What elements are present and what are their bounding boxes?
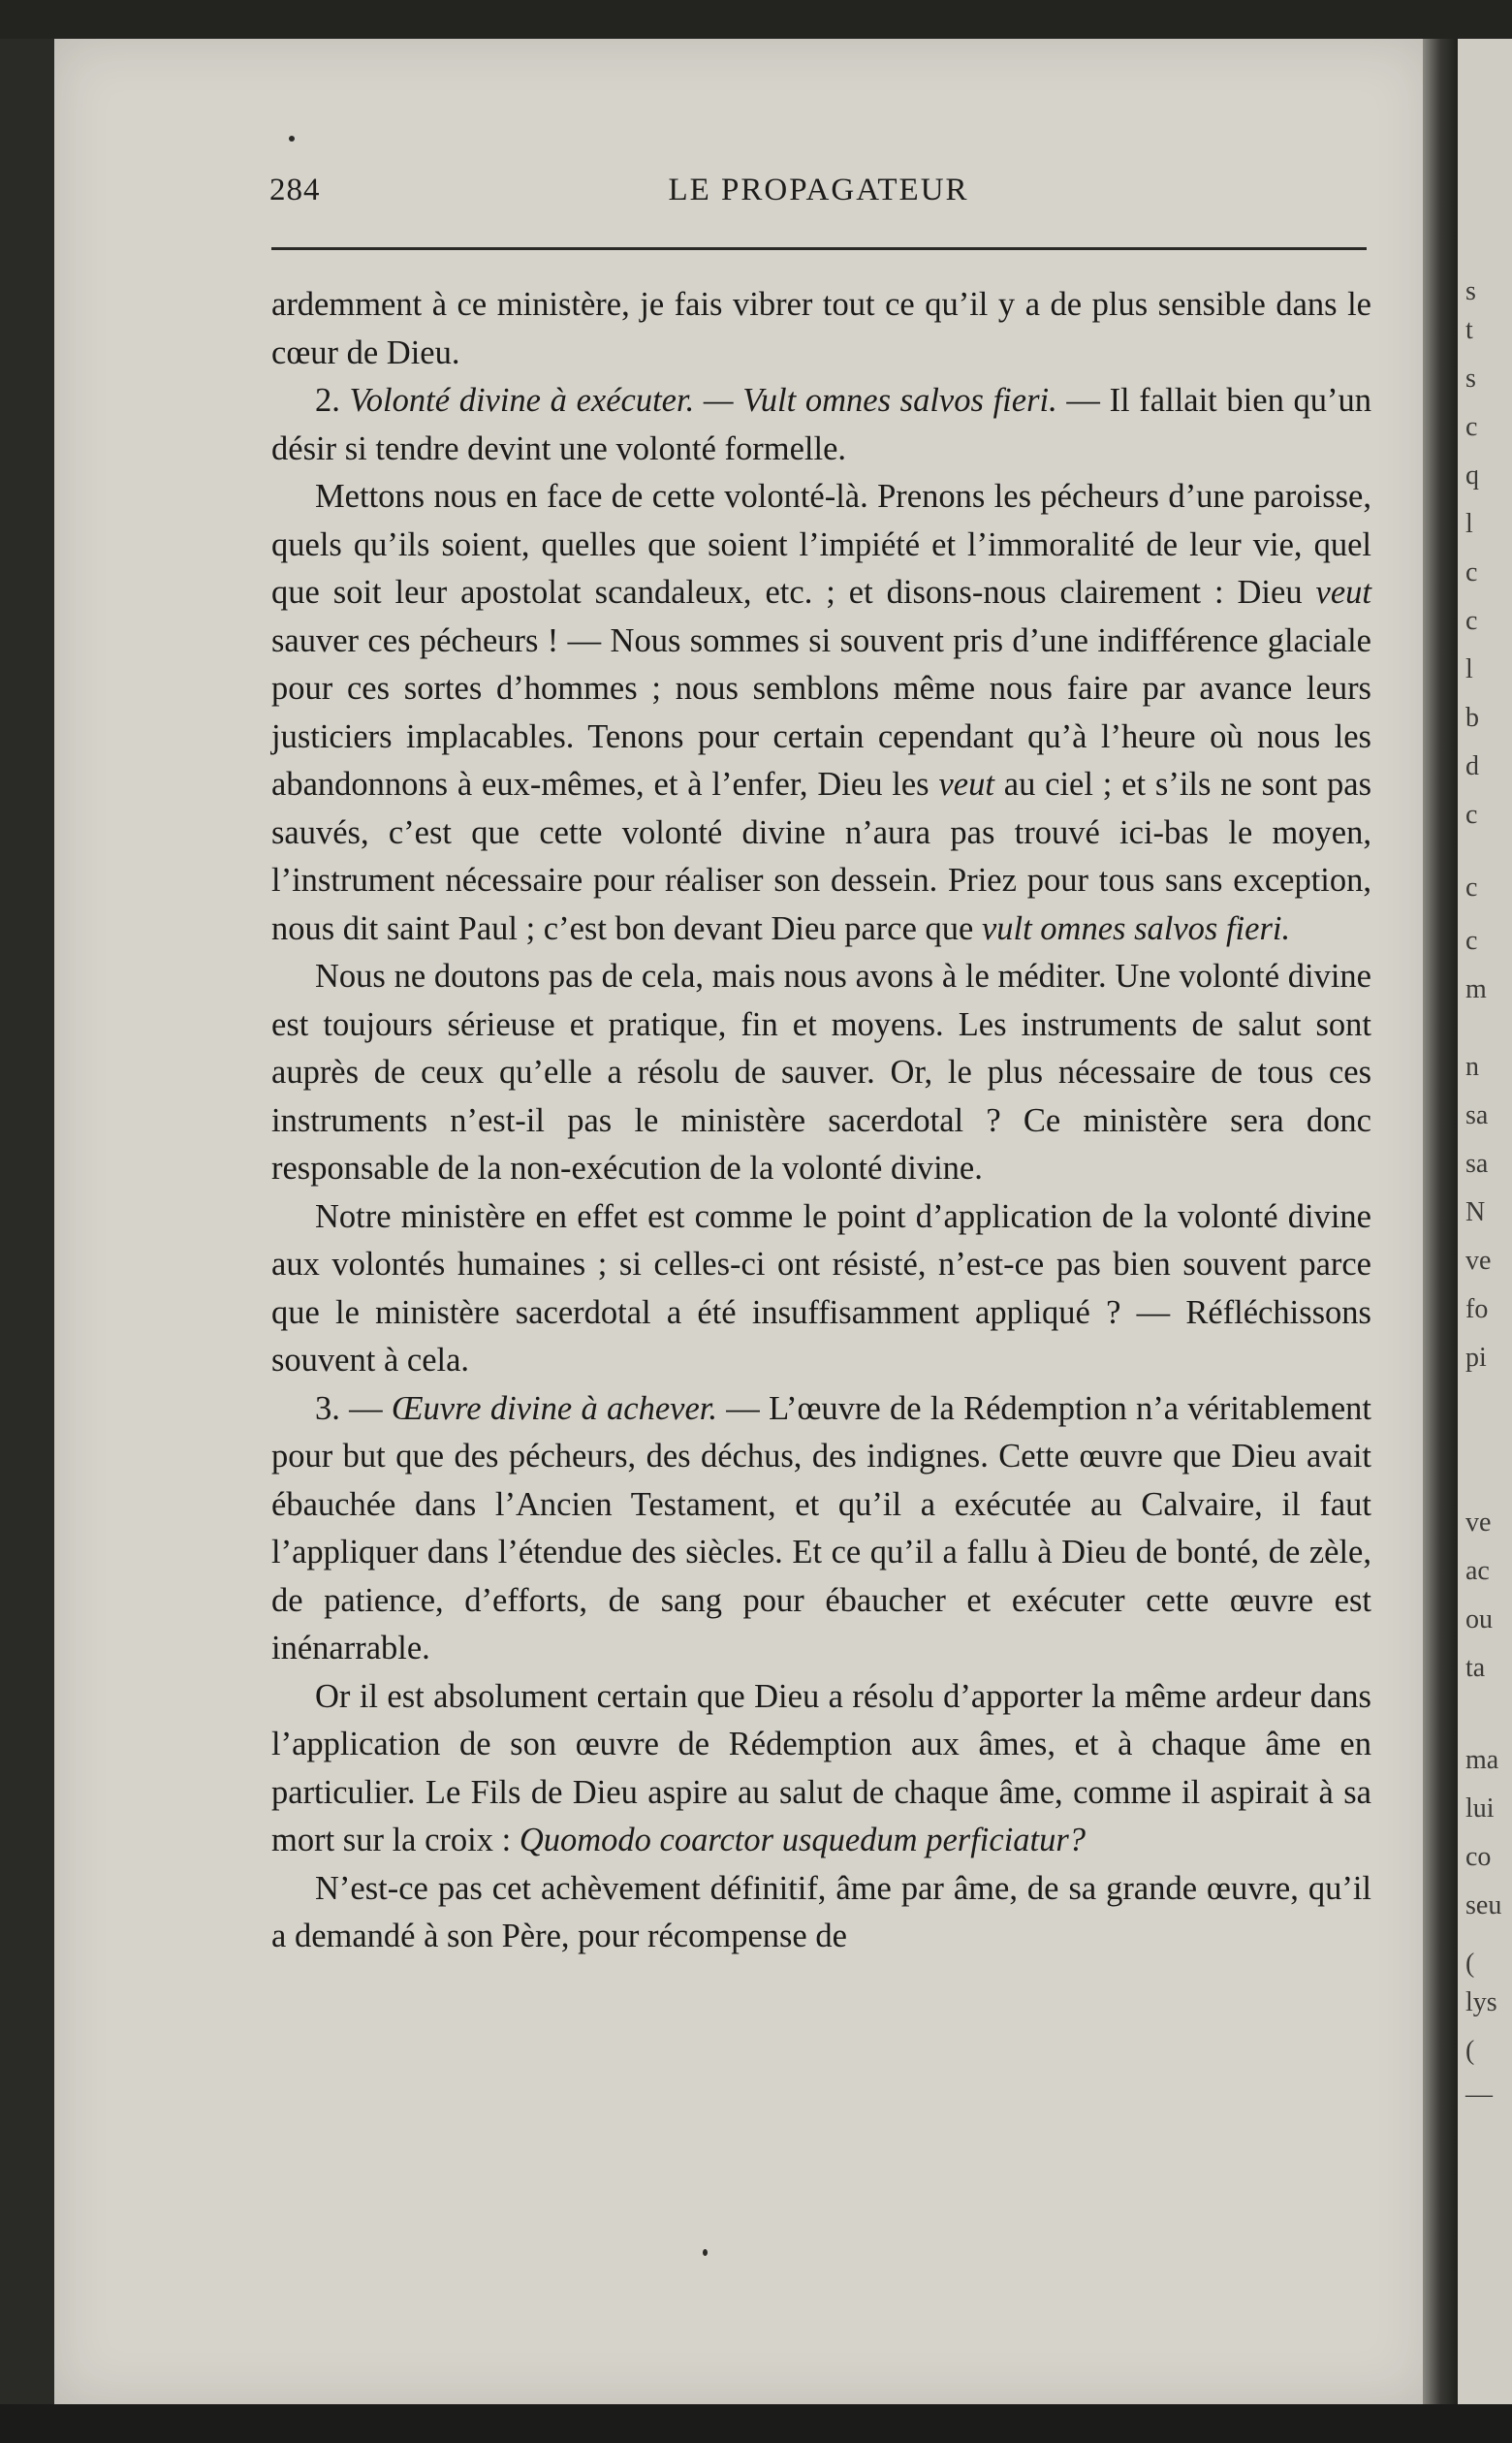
- text-run: — L’œuvre de la Rédemption n’a véritablement pour but que des pécheurs, des déchus, des indignes. Cette œuvre que Dieu avait ébauchée dans l’Ancien Testament, et qu’il a exécutée au Calvaire, il faut l’appliquer dans l’étendue des siècles. Et ce qu’il a fallu à Dieu de bonté, de zèle, de patience, d’efforts, de sang pour ébaucher et exécuter cette œuvre est inénarrable.: [271, 1389, 1372, 1666]
- running-title: LE PROPAGATEUR: [668, 173, 969, 207]
- adjacent-page-fragment: ou: [1465, 1604, 1493, 1634]
- adjacent-page-fragment: c: [1465, 557, 1478, 587]
- header-rule: [271, 247, 1367, 250]
- paragraph: [271, 377, 1371, 473]
- paragraph: [271, 281, 1371, 377]
- book-gutter: [1423, 39, 1458, 2404]
- page-header: [269, 173, 1368, 221]
- italic-text: Quomodo coarctor usquedum perficiatur?: [519, 1822, 1087, 1858]
- adjacent-page-fragment: ve: [1465, 1507, 1492, 1538]
- text-run: 3. —: [315, 1389, 392, 1427]
- page-number: 284: [269, 173, 321, 207]
- paragraph: [271, 1193, 1371, 1385]
- text-run: Notre ministère en effet est comme le point d’application de la volonté divine aux volontés humaines ; si celles-ci ont résisté, n’est-ce pas bien souvent parce que le ministère sacerdotal a été insuffisamment appliqué ? — Réfléchissons souvent à cela.: [271, 1197, 1371, 1379]
- text-run: sauver ces pécheurs ! — Nous sommes si souvent pris d’une indifférence glaciale pour ces sortes d’hommes ; nous semblons même nous faire par avance leurs justiciers implacables. Tenons pour certain cependant qu’à l’heure où nous les abandonnons à eux-mêmes, et à l’enfer, Dieu les: [271, 621, 1371, 803]
- adjacent-page-fragment: fo: [1465, 1294, 1489, 1324]
- adjacent-page-fragment: t: [1465, 315, 1473, 345]
- adjacent-page-fragment: ac: [1465, 1556, 1490, 1586]
- scan-border-bottom: [0, 2404, 1512, 2443]
- scan-border-top: [0, 0, 1512, 39]
- adjacent-page-fragment: q: [1465, 460, 1479, 491]
- text-run: Or il est absolument certain que Dieu a résolu d’apporter la même ardeur dans l’application de son œuvre de Rédemption aux âmes, et à chaque âme en particulier. Le Fils de Dieu aspire au salut de chaque âme, comme il aspirait à sa mort sur la croix :: [271, 1677, 1371, 1858]
- paragraph: [271, 1865, 1371, 1961]
- adjacent-page-fragment: s: [1465, 276, 1476, 306]
- italic-text: Volonté divine à exécuter. — Vult omnes salvos fieri.: [349, 382, 1057, 419]
- body-text: [271, 281, 1371, 1961]
- text-run: Nous ne doutons pas de cela, mais nous avons à le méditer. Une volonté divine est toujours sérieuse et pratique, fin et moyens. Les instruments de salut sont auprès de ceux qu’elle a résolu de sauver. Or, le plus nécessaire de tous ces instruments n’est-il pas le ministère sacerdotal ? Ce ministère sera donc responsable de la non-exécution de la volonté divine.: [271, 958, 1371, 1187]
- text-run: 2.: [315, 382, 350, 419]
- adjacent-page-fragment: lui: [1465, 1793, 1495, 1824]
- paragraph: [271, 1385, 1371, 1673]
- paragraph: [271, 1673, 1371, 1865]
- adjacent-page-fragment: d: [1465, 751, 1479, 781]
- adjacent-page-fragment: b: [1465, 703, 1479, 733]
- adjacent-page-fragment: (: [1465, 2036, 1475, 2066]
- paragraph: [271, 953, 1371, 1193]
- italic-text: veut: [938, 766, 994, 803]
- adjacent-page-fragment: ta: [1465, 1653, 1486, 1683]
- text-run: ardemment à ce ministère, je fais vibrer tout ce qu’il y a de plus sensible dans le cœur de Dieu.: [271, 286, 1371, 371]
- adjacent-page-fragment: seu: [1465, 1890, 1502, 1920]
- adjacent-page-edge: [1458, 39, 1512, 2404]
- adjacent-page-fragment: c: [1465, 926, 1478, 956]
- adjacent-page-fragment: co: [1465, 1842, 1492, 1872]
- adjacent-page-fragment: l: [1465, 654, 1473, 684]
- adjacent-page-fragment: pi: [1465, 1343, 1487, 1373]
- adjacent-page-fragment: c: [1465, 800, 1478, 830]
- text-run: N’est-ce pas cet achèvement définitif, âme par âme, de sa grande œuvre, qu’il a demandé à son Père, pour récompense de: [271, 1869, 1371, 1954]
- paragraph: [271, 473, 1371, 953]
- dust-speck: [289, 136, 295, 142]
- adjacent-page-fragment: sa: [1465, 1149, 1489, 1179]
- adjacent-page-fragment: c: [1465, 872, 1478, 903]
- italic-text: veut: [1315, 574, 1371, 611]
- adjacent-page-fragment: l: [1465, 509, 1473, 539]
- text-run: Mettons nous en face de cette volonté-là. Prenons les pécheurs d’une paroisse, quels qu’ils soient, quelles que soient l’impiété et l’immoralité de leur vie, quel que soit leur apostolat scandaleux, etc. ; et disons-nous clairement : Dieu: [271, 478, 1371, 611]
- adjacent-page-fragment: c: [1465, 606, 1478, 636]
- adjacent-page-fragment: ve: [1465, 1246, 1492, 1276]
- adjacent-page-fragment: n: [1465, 1052, 1479, 1082]
- adjacent-page-fragment: sa: [1465, 1100, 1489, 1130]
- italic-text: Œuvre divine à achever.: [391, 1389, 717, 1427]
- adjacent-page-fragment: N: [1465, 1197, 1486, 1227]
- adjacent-page-fragment: ma: [1465, 1745, 1499, 1775]
- adjacent-page-fragment: s: [1465, 364, 1476, 394]
- dust-speck: [703, 2249, 708, 2256]
- adjacent-page-fragment: —: [1465, 2079, 1493, 2110]
- italic-text: vult omnes salvos fieri.: [981, 909, 1291, 947]
- text-run: — Il fallait bien qu’un désir si tendre devint une volonté formelle.: [271, 382, 1371, 467]
- adjacent-page-fragment: (: [1465, 1949, 1475, 1979]
- adjacent-page-fragment: c: [1465, 412, 1478, 442]
- adjacent-page-fragment: m: [1465, 974, 1487, 1004]
- adjacent-page-fragment: lys: [1465, 1987, 1497, 2017]
- text-run: au ciel ; et s’ils ne sont pas sauvés, c’est que cette volonté divine n’aura pas trouvé ici-bas le moyen, l’instrument nécessaire pour réaliser son dessein. Priez pour tous sans exception, nous dit saint Paul ; c’est bon devant Dieu parce que: [271, 766, 1372, 947]
